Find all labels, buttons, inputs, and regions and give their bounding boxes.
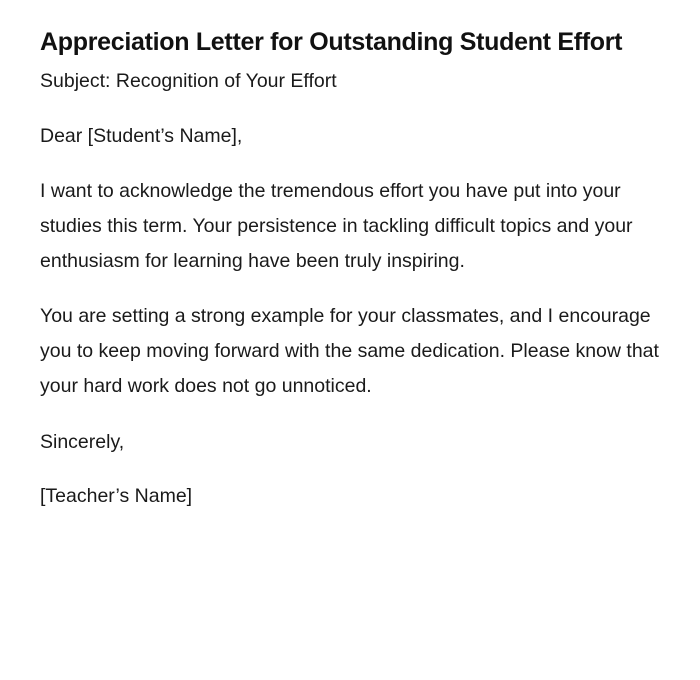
letter-title: Appreciation Letter for Outstanding Student Effort: [40, 28, 623, 56]
letter-signature: [Teacher’s Name]: [40, 485, 193, 507]
letter-salutation: Dear [Student’s Name],: [40, 125, 243, 147]
letter-body-paragraph-2: You are setting a strong example for your classmates, and I encourage you to keep moving forward with the same dedication. Please know that your hard work does not go unnoticed.: [40, 305, 659, 397]
letter-body-paragraph-1: I want to acknowledge the tremendous effort you have put into your studies this term. Your persistence in tackling difficult topics and your enthusiasm for learning have been truly inspiring.: [40, 180, 633, 272]
letter-document: [40, 20, 660, 514]
letter-closing: Sincerely,: [40, 431, 125, 453]
letter-subject: Subject: Recognition of Your Effort: [40, 70, 337, 92]
